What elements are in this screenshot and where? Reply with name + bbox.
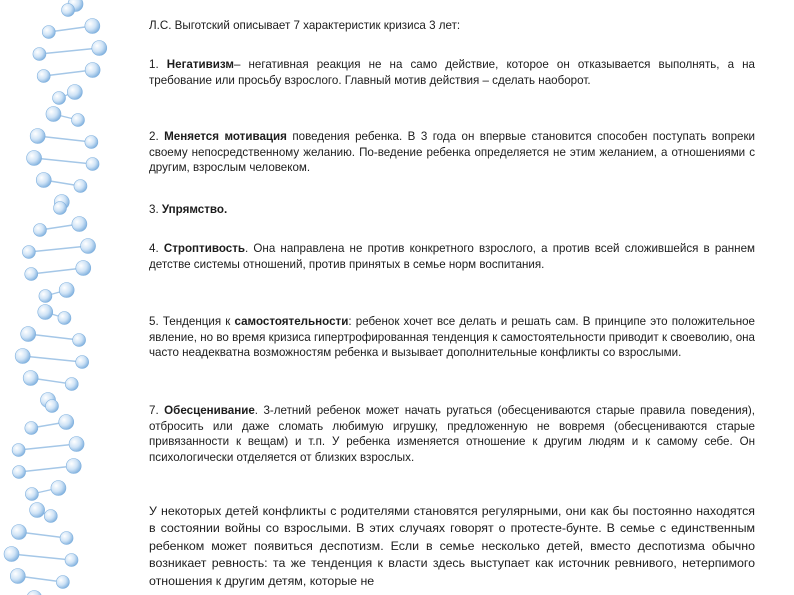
dna-node	[54, 202, 67, 215]
dna-rung	[31, 268, 83, 274]
dna-node	[4, 547, 19, 562]
dna-node	[22, 246, 35, 259]
dna-node	[86, 158, 99, 171]
dna-node	[85, 63, 100, 78]
term-obstinacy: Строптивость	[163, 242, 246, 255]
dna-node	[44, 510, 57, 523]
closing-paragraph: У некоторых детей конфликты с родителями становятся регулярными, они как бы постоянно находятся в состоянии войны со взрослыми. В этих случаях говорят о протесте-бунте. В семье с единственным ребенком может появиться деспотизм. Если в семье несколько детей, вместо деспотизма обычно возникает ревность: та же тенденция к власти здесь выступает как источник ревнивого, нетерпимого отношения к другим детям, которые не	[149, 504, 755, 588]
dna-node	[74, 180, 87, 193]
dna-rung	[39, 48, 99, 54]
dna-node	[15, 349, 30, 364]
dna-node	[38, 305, 53, 320]
dna-rung	[29, 246, 88, 252]
dna-node	[12, 444, 25, 457]
dna-node	[92, 41, 107, 56]
dna-node	[37, 70, 50, 83]
dna-node	[30, 129, 45, 144]
dna-node	[23, 371, 38, 386]
dna-node	[51, 481, 66, 496]
dna-node	[13, 466, 26, 479]
dna-node	[60, 532, 73, 545]
item-stubbornness: 3. Упрямство.	[149, 203, 228, 216]
intro-paragraph: Л.С. Выготский описывает 7 характеристик кризиса 3 лет:	[149, 19, 461, 32]
dna-node	[36, 173, 51, 188]
term-stubbornness: Упрямство.	[161, 203, 228, 216]
dna-node	[59, 283, 74, 298]
dna-node	[46, 107, 61, 122]
dna-rung	[34, 158, 92, 164]
dna-node	[71, 114, 84, 127]
dna-node	[25, 268, 38, 281]
item-obstinacy: 4. Строптивость. Она направлена не против конкретного взрослого, а против всей сложившейся в раннем детстве системы отношений, против принятых в семье норм воспитания.	[149, 242, 755, 271]
dna-node	[66, 459, 81, 474]
item-motivation: 2. Меняется мотивация поведения ребенка. В 3 года он впервые становится способен поступать вопреки своему непосредственному желанию. По-ведение ребенка определяется не этим желанием, а отношениями с другим, взрослым человеком.	[149, 130, 756, 175]
dna-node	[33, 224, 46, 237]
dna-node	[45, 400, 58, 413]
dna-rung	[19, 444, 77, 450]
dna-node	[69, 437, 84, 452]
dna-node	[76, 261, 91, 276]
dna-node	[56, 576, 69, 589]
dna-node	[42, 26, 55, 39]
dna-node	[53, 92, 66, 105]
dna-node	[85, 19, 100, 34]
dna-node	[33, 48, 46, 61]
dna-node	[76, 356, 89, 369]
dna-rung	[19, 466, 74, 472]
dna-rung	[12, 554, 72, 560]
dna-node	[10, 569, 25, 584]
dna-helix-decoration	[0, 0, 140, 595]
dna-node	[72, 217, 87, 232]
dna-node	[39, 290, 52, 303]
item-negativism: 1. Негативизм– негативная реакция не на само действие, которое он отказывается выполнять, а на требование или просьбу взрослого. Главный мотив действия – сделать наоборот.	[149, 58, 755, 87]
dna-node	[59, 415, 74, 430]
dna-node	[21, 327, 36, 342]
term-devaluation: Обесценивание	[164, 404, 255, 417]
dna-node	[85, 136, 98, 149]
item-independence: 5. Тенденция к самостоятельности: ребенок хочет все делать и решать сам. В принципе это положительное явление, но во время кризиса гипертрофированная тенденция к самостоятельности приводит к своеволию, она часто неадекватна возможностям ребенка и вызывает дополнительные конфликты со взрослыми.	[149, 315, 755, 360]
dna-node	[73, 334, 86, 347]
dna-node	[65, 378, 78, 391]
dna-node	[62, 4, 75, 17]
dna-node	[11, 525, 26, 540]
dna-node	[67, 85, 82, 100]
dna-rung	[38, 136, 92, 142]
dna-node	[65, 554, 78, 567]
dna-node	[58, 312, 71, 325]
dna-node	[25, 422, 38, 435]
dna-node	[27, 151, 42, 166]
term-negativism: Негативизм	[166, 58, 234, 71]
item-devaluation: 7. Обесценивание. 3-летний ребенок может начать ругаться (обесцениваются старые правила поведения), отбросить или даже сломать любимую игрушку, предложенную не вовремя (обесцениваются старые привязанности к вещам) и т.п. У ребенка изменяется отношение к другим людям и к самому себе. Он психологически отделяется от близких взрослых.	[149, 404, 756, 464]
dna-node	[27, 591, 42, 595]
term-motivation: Меняется мотивация	[164, 130, 287, 143]
dna-node	[25, 488, 38, 501]
dna-rung	[23, 356, 82, 362]
dna-node	[81, 239, 96, 254]
term-independence: самостоятельности	[234, 315, 349, 328]
dna-node	[30, 503, 45, 518]
